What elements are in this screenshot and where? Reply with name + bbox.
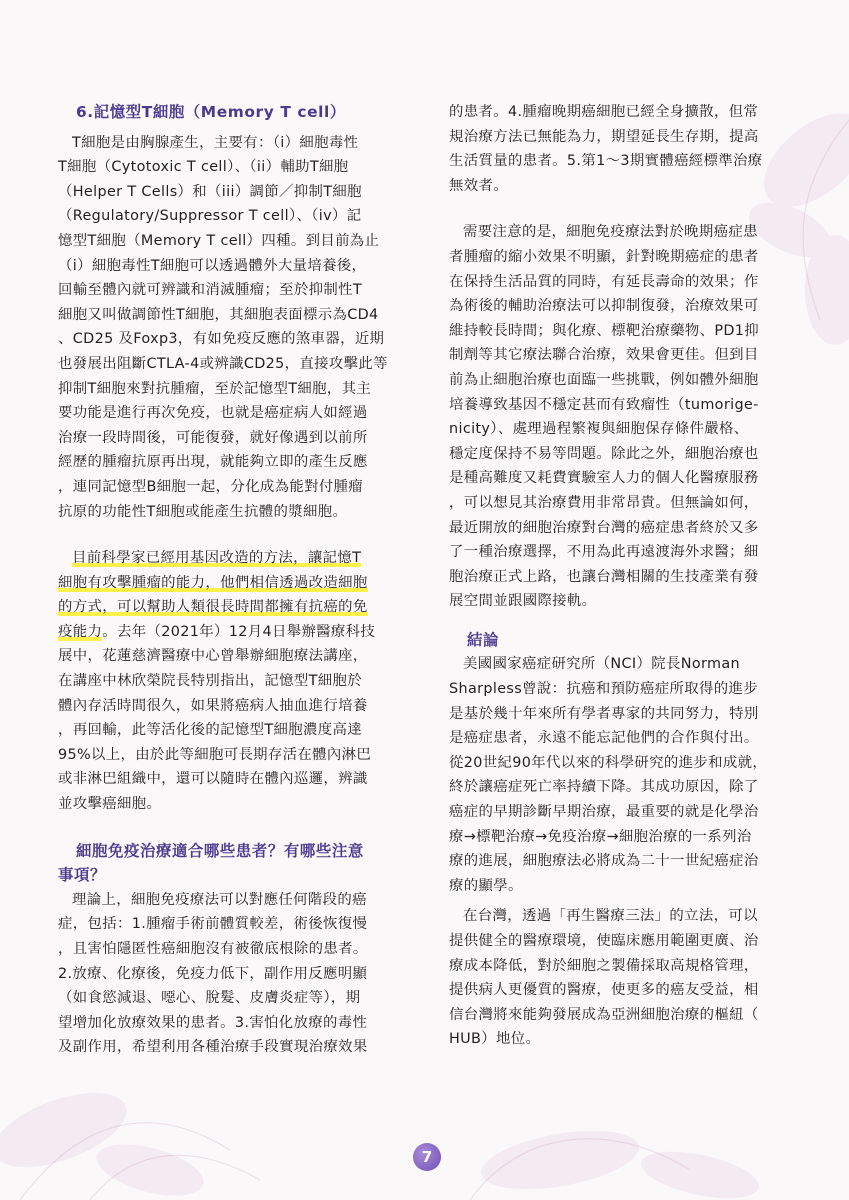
text-line: 了一種治療選擇，不用為此再遠渡海外求醫；細 — [449, 544, 759, 561]
text-line: 望增加化放療效果的患者。3.害怕化放療的毒性 — [58, 1014, 368, 1031]
text-line: 前為止細胞治療也面臨一些挑戰，例如體外細胞 — [449, 371, 759, 388]
text-line: 、CD25 及Foxp3，有如免疫反應的煞車器，近期 — [58, 331, 385, 348]
paragraph-t-cell-types — [58, 131, 398, 525]
text-line: 療→標靶治療→免疫治療→細胞治療的一系列治 — [449, 828, 752, 845]
text-line: 穩定度保持不易等問題。除此之外，細胞治療也 — [449, 445, 759, 462]
text-line: 2.放療、化療後，免疫力低下，副作用反應明顯 — [58, 965, 368, 982]
text-line: 信台灣將來能夠發展成為亞洲細胞治療的樞紐（ — [449, 1006, 759, 1023]
text-line: 細胞又叫做調節性T細胞，其細胞表面標示為CD4 — [58, 306, 379, 323]
text-line: 需要注意的是，細胞免疫療法對於晚期癌症患 — [463, 224, 758, 241]
text-line: 理論上，細胞免疫療法可以對應任何階段的癌 — [72, 891, 367, 908]
text-line: 從20世紀90年代以來的科學研究的進步和成就， — [449, 754, 768, 771]
text-line: 在台灣，透過「再生醫療三法」的立法，可以 — [463, 908, 758, 925]
text-line: 95%以上，由於此等細胞可長期存活在體內淋巴 — [58, 746, 372, 763]
text-line: 制劑等其它療法聯合治療，效果會更佳。但到目 — [449, 347, 759, 364]
paragraph-gene-modification — [58, 546, 398, 817]
text-line: 無效者。 — [449, 177, 508, 194]
paragraph-taiwan-regenerative — [449, 904, 789, 1052]
text-line: 展中，花蓮慈濟醫療中心曾舉辦細胞療法講座， — [58, 648, 368, 665]
text-line: 是種高難度又耗費實驗室人力的個人化醫療服務 — [449, 470, 759, 487]
text-line: 的患者。4.腫瘤晚期癌細胞已經全身擴散，但常 — [449, 104, 759, 120]
text-line: 終於讓癌症死亡率持續下降。其成功原因，除了 — [449, 779, 759, 796]
text-line: （Helper T Cells）和（iii）調節／抑制T細胞 — [58, 183, 362, 200]
highlighted-text-line — [58, 595, 398, 620]
text-line: 也發展出阻斷CTLA-4或辨識CD25，直接攻擊此等 — [58, 355, 388, 372]
text-line: 提供健全的醫療環境，使臨床應用範圍更廣、治 — [449, 933, 759, 949]
text-line: 經歷的腫瘤抗原再出現，就能夠立即的產生反應 — [58, 454, 368, 471]
section-title-memory-t-cell: 6.記憶型T細胞（Memory T cell） — [76, 103, 346, 121]
text-line: 維持較長時間；與化療、標靶治療藥物、PD1抑 — [449, 322, 760, 339]
text-line: 並攻擊癌細胞。 — [58, 796, 162, 813]
text-line: 或非淋巴組織中，還可以隨時在體內巡邏，辨識 — [58, 771, 368, 788]
text-line: 治療一段時間後，可能復發，就好像遇到以前所 — [58, 429, 368, 446]
text-line: 最近開放的細胞治療對台灣的癌症患者終於又多 — [449, 519, 759, 536]
text-line: 是癌症患者，永遠不能忘記他們的合作與付出。 — [449, 730, 759, 747]
text-line: HUB）地位。 — [449, 1031, 541, 1048]
text-line: 回輸至體內就可辨識和消滅腫瘤；至於抑制性T — [58, 282, 362, 299]
text-line: 生活質量的患者。5.第1～3期實體癌經標準治療 — [449, 153, 763, 170]
text-line: ，可以想見其治療費用非常昂貴。但無論如何， — [449, 494, 759, 511]
highlighted-text-line — [58, 571, 398, 596]
text-line: 抗原的功能性T細胞或能產生抗體的漿細胞。 — [58, 503, 348, 520]
text-line: 在講座中林欣榮院長特別指出，記憶型T細胞於 — [58, 673, 362, 690]
text-line: 療成本降低，對於細胞之製備採取高規格管理， — [449, 957, 759, 974]
text-line: 要功能是進行再次免疫，也就是癌症病人如經過 — [58, 405, 368, 422]
text-span: 。去年（2021年）12月4日舉辦醫療科技 — [102, 623, 376, 640]
highlight: 疫能力 — [58, 623, 103, 640]
text-line: ，且害怕隱匿性癌細胞沒有被徹底根除的患者。 — [58, 941, 368, 957]
highlight: 的方式，可以幫助人類很長時間都擁有抗癌的免 — [58, 599, 368, 616]
text-line — [58, 620, 398, 645]
text-line: T細胞（Cytotoxic T cell）、（ii）輔助T細胞 — [58, 159, 349, 176]
text-line: ，連同記憶型B細胞一起，分化成為能對付腫瘤 — [58, 478, 364, 495]
text-line: 培養導致基因不穩定甚而有致瘤性（tumorige- — [449, 396, 759, 413]
text-line: 者腫瘤的縮小效果不明顯，針對晚期癌症的患者 — [449, 248, 759, 265]
section-title-suitable-patients-cont: 事項？ — [58, 866, 106, 885]
text-line: T細胞是由胸腺產生，主要有：（i）細胞毒性 — [72, 134, 359, 151]
paragraph-patients-cont — [449, 100, 789, 198]
text-line: 在保持生活品質的同時，有延長壽命的效果；作 — [449, 273, 759, 290]
text-line: Sharpless曾說：抗癌和預防癌症所取得的進步 — [449, 681, 758, 698]
text-line: 美國國家癌症研究所（NCI）院長Norman — [463, 656, 741, 673]
paragraph-notes — [449, 220, 789, 614]
text-line: 癌症的早期診斷早期治療，最重要的就是化學治 — [449, 804, 759, 821]
text-line: 展空間並跟國際接軌。 — [449, 593, 597, 610]
highlighted-text-line — [58, 546, 398, 571]
text-line: 及副作用，希望利用各種治療手段實現治療效果 — [58, 1039, 368, 1056]
text-line: 療的顯學。 — [449, 877, 523, 894]
text-line: 抑制T細胞來對抗腫瘤，至於記憶型T細胞，其主 — [58, 380, 372, 397]
right-column — [449, 100, 789, 1052]
text-line: 症，包括：1.腫瘤手術前體質較差，術後恢復慢 — [58, 916, 368, 933]
paragraph-suitable-patients — [58, 888, 398, 1060]
text-line: （Regulatory/Suppressor T cell）、（iv）記 — [58, 208, 362, 225]
text-line: 是基於幾十年來所有學者專家的共同努力，特別 — [449, 705, 759, 722]
text-line: ，再回輸，此等活化後的記憶型T細胞濃度高達 — [58, 722, 362, 739]
text-line: 規治療方法已無能為力，期望延長生存期，提高 — [449, 128, 759, 145]
text-line: 為術後的輔助治療法可以抑制復發，治療效果可 — [449, 298, 759, 315]
text-line: （i）細胞毒性T細胞可以透過體外大量培養後， — [58, 257, 367, 274]
text-line: （如食慾減退、噁心、脫髮、皮膚炎症等），期 — [58, 990, 361, 1007]
text-line: 體內存活時間很久，如果將癌病人抽血進行培養 — [58, 697, 368, 714]
text-line: 療的進展，細胞療法必將成為二十一世紀癌症治 — [449, 853, 759, 870]
section-title-conclusion: 結論 — [467, 630, 499, 649]
text-line: nicity）、處理過程繁複與細胞保存條件嚴格、 — [449, 421, 749, 438]
paragraph-conclusion — [449, 652, 789, 898]
text-line: 胞治療正式上路，也讓台灣相關的生技產業有發 — [449, 568, 759, 585]
page-number-badge: 7 — [413, 1143, 441, 1171]
highlight: 目前科學家已經用基因改造的方法，讓記憶T — [72, 550, 362, 567]
section-title-suitable-patients: 細胞免疫治療適合哪些患者？有哪些注意 — [76, 841, 364, 860]
left-column — [58, 100, 398, 1060]
text-line: 憶型T細胞（Memory T cell）四種。到目前為止 — [58, 232, 380, 249]
text-line: 提供病人更優質的醫療，使更多的癌友受益，相 — [449, 982, 759, 999]
highlight: 細胞有攻擊腫瘤的能力，他們相信透過改造細胞 — [58, 574, 368, 591]
